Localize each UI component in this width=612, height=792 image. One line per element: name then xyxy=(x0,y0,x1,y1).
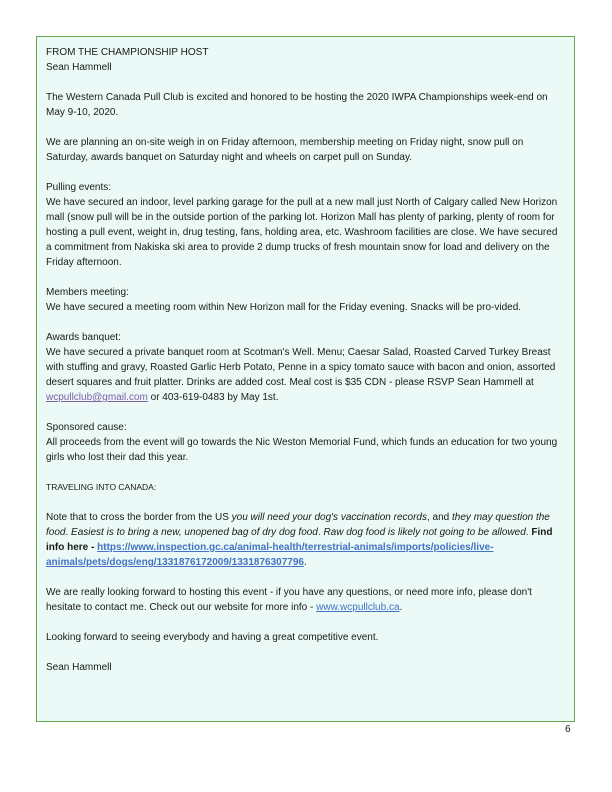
travel-emphasis: Easiest is to bring a new, unopened bag of dry dog food xyxy=(71,527,318,538)
cause-paragraph: All proceeds from the event will go towards the Nic Weston Memorial Fund, which funds an education for two young girls who lost their dad this year. xyxy=(46,437,558,463)
cause-heading: Sponsored cause: xyxy=(46,422,127,433)
closing-paragraph: Looking forward to seeing everybody and having a great competitive event. xyxy=(46,632,379,643)
find-info-label: Find info here - xyxy=(46,527,553,553)
pulling-paragraph: We have secured an indoor, level parking garage for the pull at a new mall just North of Calgary called New Horizon mall (snow pull will be in the outside portion of the parking lot. Horizon Mall has plenty of parking, plenty of room for hosting a pull event, weight in, drug testing, fans, holding area, etc. Washroom facilities are close. We have secured a commitment from Nakiska ski area to provide 2 dump trucks of fresh mountain snow for load and delivery on the Friday afternoon. xyxy=(46,197,558,268)
travel-heading: TRAVELING INTO CANADA: xyxy=(46,482,157,492)
plan-paragraph: We are planning an on-site weigh in on Friday afternoon, membership meeting on Friday night, snow pull on Saturday, awards banquet on Saturday night and wheels on carpet pull on Sunday. xyxy=(46,137,524,163)
host-letter-box xyxy=(36,36,575,722)
inspection-link[interactable]: https://www.inspection.gc.ca/animal-health/terrestrial-animals/imports/policies/live-animals/pets/dogs/eng/1331876172009/1331876307796 xyxy=(46,542,494,568)
travel-emphasis: Raw dog food is likely not going to be allowed xyxy=(323,527,526,538)
pulling-heading: Pulling events: xyxy=(46,182,112,193)
contact-text: We are really looking forward to hosting this event - if you have any questions, or need more info, please don't hesitate to contact me. Check out our website for more info - xyxy=(46,587,532,613)
banquet-paragraph xyxy=(46,345,565,405)
host-name: Sean Hammell xyxy=(46,62,112,73)
travel-emphasis: you will need your dog's vaccination records xyxy=(231,512,427,523)
banquet-text-1: We have secured a private banquet room at Scotman's Well. Menu; Caesar Salad, Roasted Carved Turkey Breast with stuffing and gravy, Roasted Garlic Herb Potato, Penne in a spicy tomato sauce with bacon and onion, assorted desert squares and fruit platter. Drinks are added cost. Meal cost is $35 CDN - please RSVP Sean Hammell at xyxy=(46,347,556,388)
travel-text: . xyxy=(525,527,532,538)
intro-paragraph: The Western Canada Pull Club is excited and honored to be hosting the 2020 IWPA Championships week-end on May 9-10, 2020. xyxy=(46,92,548,118)
meeting-heading: Members meeting: xyxy=(46,287,129,298)
travel-text: , and xyxy=(427,512,453,523)
signature: Sean Hammell xyxy=(46,662,112,673)
meeting-paragraph: We have secured a meeting room within New Horizon mall for the Friday evening. Snacks will be pro-vided. xyxy=(46,302,522,313)
contact-text: . xyxy=(399,602,403,613)
contact-paragraph xyxy=(46,585,565,615)
travel-text: . xyxy=(65,527,72,538)
host-heading: FROM THE CHAMPIONSHIP HOST xyxy=(46,47,209,58)
travel-text: . xyxy=(303,557,307,568)
email-link[interactable]: wcpullclub@gmail.com xyxy=(46,392,148,403)
banquet-heading: Awards banquet: xyxy=(46,332,121,343)
website-link[interactable]: www.wcpullclub.ca xyxy=(316,602,400,613)
travel-text: . xyxy=(317,527,324,538)
travel-text: Note that to cross the border from the US xyxy=(46,512,232,523)
travel-paragraph xyxy=(46,510,565,570)
travel-emphasis: they may question the food xyxy=(46,512,550,538)
page-number: 6 xyxy=(565,724,571,735)
banquet-text-2: or 403-619-0483 by May 1st. xyxy=(147,392,279,403)
